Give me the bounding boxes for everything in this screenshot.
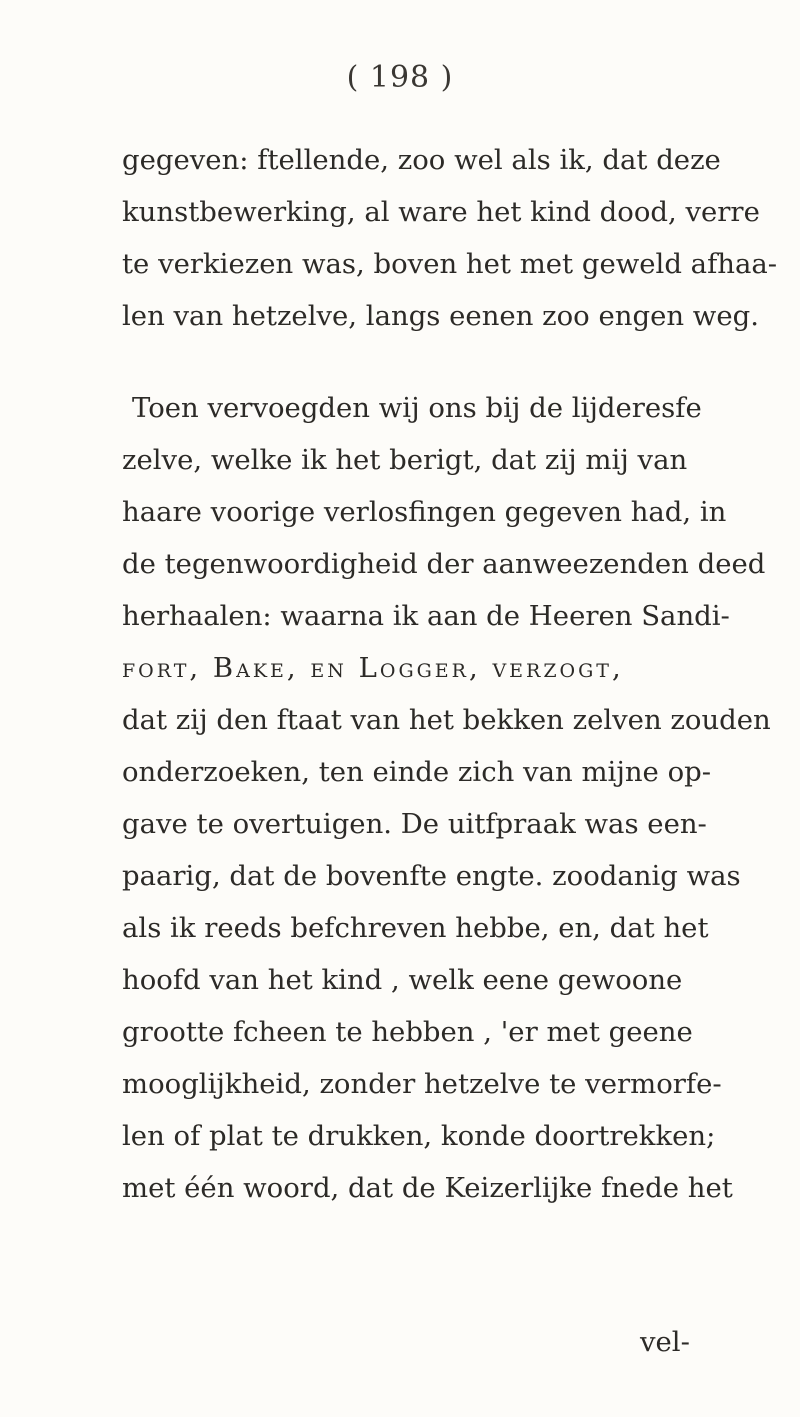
text-line: len van hetzelve, langs eenen zoo engen weg. xyxy=(122,300,759,332)
text-line: len of plat te drukken, konde doortrekken; xyxy=(122,1120,716,1152)
text-line: met één woord, dat de Keizerlijke fnede het xyxy=(122,1172,733,1204)
text-line: grootte fcheen te hebben , 'er met geene xyxy=(122,1016,693,1048)
text-line: paarig, dat de bovenfte engte. zoodanig was xyxy=(122,860,741,892)
text-line: hoofd van het kind , welk eene gewoone xyxy=(122,964,683,996)
text-line: gegeven: ftellende, zoo wel als ik, dat deze xyxy=(122,144,721,176)
text-line: mooglijkheid, zonder hetzelve te vermorfe- xyxy=(122,1068,722,1100)
text-line: kunstbewerking, al ware het kind dood, verre xyxy=(122,196,760,228)
text-line: zelve, welke ik het berigt, dat zij mij van xyxy=(122,444,688,476)
text-line: gave te overtuigen. De uitfpraak was een- xyxy=(122,808,707,840)
text-line: te verkiezen was, boven het met geweld afhaa- xyxy=(122,248,778,280)
text-line: als ik reeds befchreven hebbe, en, dat het xyxy=(122,912,709,944)
text-line: herhaalen: waarna ik aan de Heeren Sandi- xyxy=(122,600,730,632)
page-number: ( 198 ) xyxy=(346,60,454,95)
text-line: dat zij den ftaat van het bekken zelven zouden xyxy=(122,704,771,736)
text-line: onderzoeken, ten einde zich van mijne op- xyxy=(122,756,712,788)
text-line: de tegenwoordigheid der aanweezenden deed xyxy=(122,548,766,580)
catchword: vel- xyxy=(640,1326,690,1358)
text-line: haare voorige verlosfingen gegeven had, in xyxy=(122,496,727,528)
paragraph-start-line: Toen vervoegden wij ons bij de lijderesfe xyxy=(132,392,702,424)
text-line-names: fort, Bake, en Logger, verzogt, xyxy=(122,652,624,684)
